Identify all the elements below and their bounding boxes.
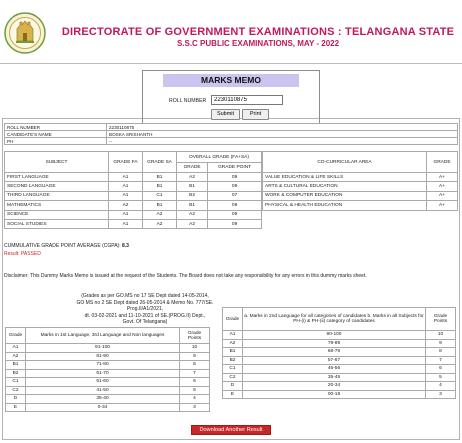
- grade-scale-table-second-language: [222, 307, 456, 399]
- grade-fa: A2: [109, 201, 143, 210]
- scale-grade: B1: [223, 348, 243, 357]
- cocurricular-grade: A+: [427, 201, 458, 210]
- student-value: 2230110875: [107, 124, 458, 131]
- header-marks-range: a. Marks in 2nd Language for all categories of candidates b. Marks in all Subjects for PH-(i) & PH-(ii) category of candidates: [243, 308, 426, 331]
- grade-scale-header-row: [6, 328, 210, 344]
- table-row: [6, 378, 210, 387]
- table-row: [6, 403, 210, 412]
- scale-marks: 57-67: [243, 356, 426, 365]
- scale-points: 5: [426, 373, 456, 382]
- page-subtitle: S.S.C PUBLIC EXAMINATIONS, MAY - 2022: [176, 39, 340, 48]
- grading-notes: [60, 293, 230, 326]
- header-grade: Grade: [223, 308, 243, 331]
- table-row: [6, 395, 210, 404]
- scale-points: 8: [426, 348, 456, 357]
- grade-sa: C1: [143, 191, 177, 200]
- scale-marks: 35-40: [26, 395, 180, 404]
- subject-name: SCIENCE: [5, 210, 109, 219]
- scale-points: 4: [426, 382, 456, 391]
- student-value: --: [107, 138, 458, 145]
- print-button[interactable]: Print: [242, 109, 269, 120]
- roll-number-label: ROLL NUMBER: [169, 98, 207, 104]
- scale-points: 6: [426, 365, 456, 374]
- grade-fa: A1: [109, 182, 143, 191]
- scale-grade: C2: [6, 386, 26, 395]
- note-line: GO MS no 2 SE Dept dated 26-05-2014 & Memo No. 777/SE.: [76, 299, 214, 306]
- scale-grade: A2: [6, 352, 26, 361]
- table-row: [6, 344, 210, 353]
- scale-points: 5: [180, 386, 210, 395]
- header-grade: GRADE: [177, 163, 208, 173]
- memo-panel: [142, 70, 320, 124]
- cocurricular-area: ARTS & CULTURAL EDUCATION: [263, 182, 427, 191]
- cgpa-line: [4, 243, 129, 249]
- scale-points: 8: [180, 361, 210, 370]
- grade-fa: A1: [109, 173, 143, 182]
- table-row: [5, 182, 262, 191]
- scale-grade: C1: [223, 365, 243, 374]
- overall-grade: B1: [177, 201, 208, 210]
- table-row: [5, 219, 262, 228]
- roll-number-input[interactable]: [211, 95, 283, 105]
- scale-marks: 20-34: [243, 382, 426, 391]
- scale-grade: B1: [6, 361, 26, 370]
- page-title: DIRECTORATE OF GOVERNMENT EXAMINATIONS : TELANGANA STATE: [61, 26, 455, 38]
- header-grade-sa: GRADE SA: [143, 152, 177, 173]
- table-row: [5, 173, 262, 182]
- table-row: [263, 191, 458, 200]
- table-row: [223, 348, 456, 357]
- cocurricular-header-row: [263, 152, 458, 173]
- subject-name: MATHEMATICS: [5, 201, 109, 210]
- scale-grade: D: [6, 395, 26, 404]
- grade-point: 09: [208, 210, 262, 219]
- cocurricular-area: PHYSICAL & HEALTH EDUCATION: [263, 201, 427, 210]
- table-row: [6, 369, 210, 378]
- scale-grade: D: [223, 382, 243, 391]
- scale-marks: 35-45: [243, 373, 426, 382]
- student-key: ROLL NUMBER: [5, 124, 107, 131]
- subject-name: SECOND LANGUAGE: [5, 182, 109, 191]
- header-grade-points: Grade Points: [180, 328, 210, 344]
- result-label: Result:: [4, 251, 20, 257]
- scale-grade: B2: [6, 369, 26, 378]
- grade-point: 09: [208, 219, 262, 228]
- table-row: [5, 191, 262, 200]
- grade-sa: B1: [143, 201, 177, 210]
- scale-marks: 61-70: [26, 369, 180, 378]
- grade-sa: A2: [143, 210, 177, 219]
- grade-fa: A1: [109, 219, 143, 228]
- student-info-table: [4, 123, 458, 145]
- scale-points: 7: [426, 356, 456, 365]
- scale-points: 10: [426, 331, 456, 340]
- header-grade-point: GRADE POINT: [208, 163, 262, 173]
- cocurricular-grade: A+: [427, 182, 458, 191]
- overall-grade: A2: [177, 173, 208, 182]
- grade-scale-header-row: [223, 308, 456, 331]
- cocurricular-grade: A+: [427, 173, 458, 182]
- scale-grade: E: [6, 403, 26, 412]
- header-subject: SUBJECT: [5, 152, 109, 173]
- download-another-result-button[interactable]: Download Another Result: [191, 425, 271, 435]
- scale-marks: 41-50: [26, 386, 180, 395]
- cgpa-value: 8.3: [121, 243, 129, 249]
- subject-name: THIRD LANGUAGE: [5, 191, 109, 200]
- grade-scale-table-languages: [5, 327, 210, 412]
- scale-marks: 79-89: [243, 339, 426, 348]
- scale-marks: 71-80: [26, 361, 180, 370]
- scale-marks: 90-100: [243, 331, 426, 340]
- overall-grade: B1: [177, 182, 208, 191]
- cgpa-label: CUMMULATIVE GRADE POINT AVERAGE (CGPA):: [4, 243, 121, 249]
- grade-point: 09: [208, 173, 262, 182]
- scale-marks: 51-60: [26, 378, 180, 387]
- scale-points: 6: [180, 378, 210, 387]
- scale-grade: A1: [223, 331, 243, 340]
- student-row: [5, 131, 458, 138]
- table-row: [6, 361, 210, 370]
- memo-title: MARKS MEMO: [163, 74, 299, 87]
- grade-sa: B1: [143, 173, 177, 182]
- table-row: [263, 201, 458, 210]
- subject-marks-table: [4, 151, 262, 229]
- scale-points: 3: [180, 403, 210, 412]
- cocurricular-area: WORK & COMPUTER EDUCATION: [263, 191, 427, 200]
- header-cocurricular-area: CO-CURRICULAR AREA: [263, 152, 427, 173]
- table-row: [6, 386, 210, 395]
- result-value: PASSED: [20, 251, 41, 257]
- table-row: [223, 365, 456, 374]
- scale-marks: 68-78: [243, 348, 426, 357]
- scale-points: 9: [426, 339, 456, 348]
- header-marks-range: Marks in 1st Language, 3rd Language and Non languages: [26, 328, 180, 344]
- marks-header-row: [5, 152, 262, 163]
- table-row: [5, 210, 262, 219]
- cocurricular-area: VALUE EDUCATION & LIFE SKILLS: [263, 173, 427, 182]
- grade-sa: B1: [143, 182, 177, 191]
- submit-button[interactable]: Submit: [211, 109, 240, 120]
- student-key: CANDIDATE'S NAME: [5, 131, 107, 138]
- table-row: [5, 201, 262, 210]
- grade-point: 08: [208, 182, 262, 191]
- telangana-emblem-icon: [4, 12, 46, 54]
- scale-points: 3: [426, 390, 456, 399]
- grade-point: 08: [208, 201, 262, 210]
- grade-sa: A2: [143, 219, 177, 228]
- scale-grade: E: [223, 390, 243, 399]
- disclaimer-text: Disclaimer: This Dummy Marks Memo is issued at the request of the Students. The Board does not take any responsibility for any errors in this dummy marks sheet.: [4, 273, 367, 279]
- overall-grade: A2: [177, 210, 208, 219]
- overall-grade: A2: [177, 219, 208, 228]
- header-cocurricular-grade: GRADE: [427, 152, 458, 173]
- scale-marks: 00-19: [243, 390, 426, 399]
- table-row: [223, 382, 456, 391]
- subject-name: FIRST LANGUAGE: [5, 173, 109, 182]
- scale-marks: 81-90: [26, 352, 180, 361]
- note-line: dt. 03-02-2021 and 11-10-2021 of SE.(PROG.II) Dept.,: [84, 312, 206, 319]
- scale-points: 7: [180, 369, 210, 378]
- header-grade: Grade: [6, 328, 26, 344]
- scale-marks: 46-56: [243, 365, 426, 374]
- cocurricular-table: [262, 151, 458, 211]
- note-line: (Grades as per GO.MS no 17 SE Dept dated 14-05-2014,: [81, 293, 209, 299]
- table-row: [263, 173, 458, 182]
- scale-marks: 91-100: [26, 344, 180, 353]
- scale-points: 4: [180, 395, 210, 404]
- student-row: [5, 124, 458, 131]
- header-overall-grade: OVERALL GRADE (FA+SA): [177, 152, 262, 163]
- header-grade-points: Grade Points: [426, 308, 456, 331]
- table-row: [223, 390, 456, 399]
- note-line: Prog.II/A1/2021,: [126, 306, 164, 313]
- table-row: [223, 331, 456, 340]
- header-divider: [0, 63, 462, 64]
- table-row: [263, 182, 458, 191]
- note-line: Govt. Of Telangana): [122, 319, 168, 326]
- table-row: [223, 339, 456, 348]
- table-row: [223, 373, 456, 382]
- scale-grade: C2: [223, 373, 243, 382]
- scale-grade: C1: [6, 378, 26, 387]
- overall-grade: B2: [177, 191, 208, 200]
- header: [0, 0, 462, 64]
- scale-grade: B2: [223, 356, 243, 365]
- header-grade-fa: GRADE FA: [109, 152, 143, 173]
- table-row: [6, 352, 210, 361]
- grade-fa: A1: [109, 210, 143, 219]
- result-line: [4, 251, 41, 257]
- subject-name: SOCIAL STUDIES: [5, 219, 109, 228]
- grade-point: 07: [208, 191, 262, 200]
- table-row: [223, 356, 456, 365]
- scale-points: 9: [180, 352, 210, 361]
- student-key: PH: [5, 138, 107, 145]
- scale-grade: A1: [6, 344, 26, 353]
- cocurricular-grade: A+: [427, 191, 458, 200]
- grade-fa: A1: [109, 191, 143, 200]
- scale-grade: A2: [223, 339, 243, 348]
- scale-marks: 0-34: [26, 403, 180, 412]
- student-row: [5, 138, 458, 145]
- scale-points: 10: [180, 344, 210, 353]
- student-value: BOSKA SRISHANTH: [107, 131, 458, 138]
